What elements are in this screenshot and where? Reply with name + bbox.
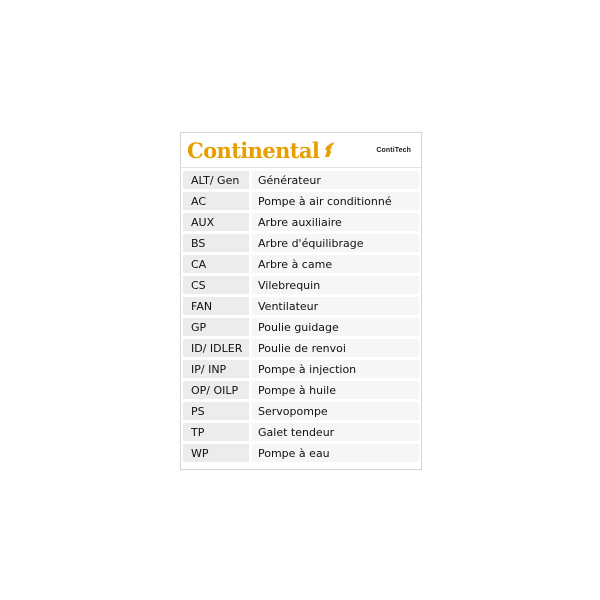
meaning-cell: Galet tendeur [249, 423, 419, 441]
table-row [183, 402, 419, 420]
abbreviation-cell: CS [183, 276, 249, 294]
meaning-cell: Poulie de renvoi [249, 339, 419, 357]
abbreviation-cell: ID/ IDLER [183, 339, 249, 357]
abbreviation-cell: ALT/ Gen [183, 171, 249, 189]
abbreviation-cell: CA [183, 255, 249, 273]
abbreviation-cell: WP [183, 444, 249, 462]
continental-logo [187, 137, 336, 163]
meaning-cell: Arbre à came [249, 255, 419, 273]
table-row [183, 339, 419, 357]
abbreviation-cell: PS [183, 402, 249, 420]
table-row [183, 423, 419, 441]
meaning-cell: Générateur [249, 171, 419, 189]
abbreviation-cell: IP/ INP [183, 360, 249, 378]
meaning-cell: Vilebrequin [249, 276, 419, 294]
table-row [183, 213, 419, 231]
table-row [183, 234, 419, 252]
meaning-cell: Pompe à injection [249, 360, 419, 378]
horse-icon [322, 142, 336, 158]
abbreviation-cell: GP [183, 318, 249, 336]
abbreviation-cell: OP/ OILP [183, 381, 249, 399]
table-row [183, 276, 419, 294]
meaning-cell: Pompe à air conditionné [249, 192, 419, 210]
brand-name: Continental [187, 137, 320, 163]
table-row [183, 192, 419, 210]
abbreviation-cell: BS [183, 234, 249, 252]
meaning-cell: Servopompe [249, 402, 419, 420]
abbreviation-cell: AC [183, 192, 249, 210]
abbreviation-cell: AUX [183, 213, 249, 231]
meaning-cell: Pompe à eau [249, 444, 419, 462]
meaning-cell: Arbre d'équilibrage [249, 234, 419, 252]
table-row [183, 171, 419, 189]
abbreviation-table [181, 168, 421, 469]
meaning-cell: Poulie guidage [249, 318, 419, 336]
abbreviation-cell: TP [183, 423, 249, 441]
legend-card [180, 132, 422, 470]
table-row [183, 255, 419, 273]
abbreviation-cell: FAN [183, 297, 249, 315]
meaning-cell: Arbre auxiliaire [249, 213, 419, 231]
division-name: ContiTech [376, 146, 411, 154]
legend-header [181, 133, 421, 168]
table-row [183, 318, 419, 336]
meaning-cell: Ventilateur [249, 297, 419, 315]
table-row [183, 444, 419, 462]
table-row [183, 360, 419, 378]
table-row [183, 297, 419, 315]
meaning-cell: Pompe à huile [249, 381, 419, 399]
table-row [183, 381, 419, 399]
